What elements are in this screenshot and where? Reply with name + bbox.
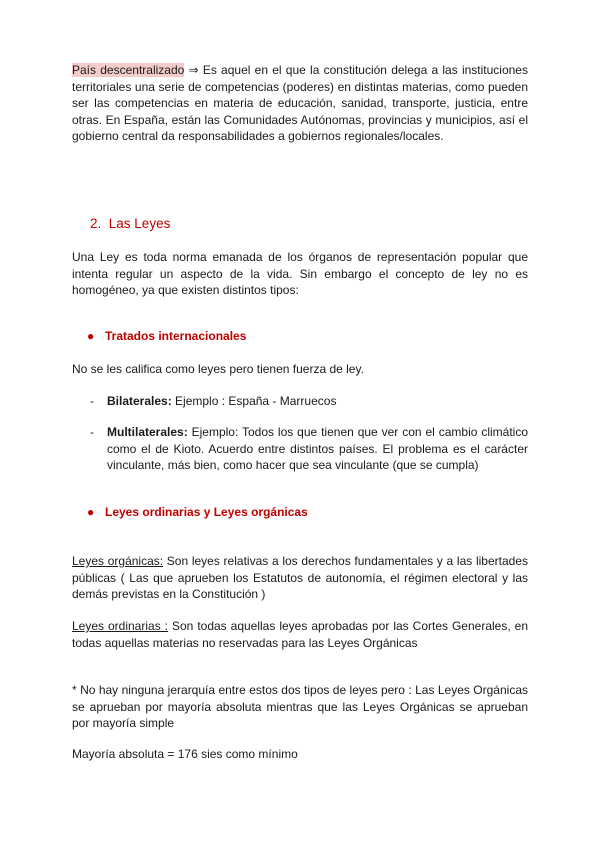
bullet-dot-icon: ● <box>87 505 95 519</box>
paragraph-text: ⇒ Es aquel en el que la constitución delega a las instituciones territoriales una serie de competencias (poderes) en distintas materias, como pueden ser las competencias en materia de educación, sanidad, transporte, justicia, entre otras. En España, están las Comunidades Autónomas, provincias y municipios, así el gobierno central da responsabilidades a gobiernos regionales/locales. <box>72 63 528 143</box>
list-item-text: Ejemplo : España - Marruecos <box>171 394 337 408</box>
bullet-dot-icon: ● <box>87 329 95 343</box>
list-item-bilaterales <box>90 393 528 410</box>
paragraph-tratados: No se les califica como leyes pero tienen fuerza de ley. <box>72 362 364 376</box>
list-item-multilaterales <box>90 424 528 474</box>
paragraph-text: Son todas aquellas leyes aprobadas por las Cortes Generales, en todas aquellas materias no reservadas para las Leyes Orgánicas <box>72 619 528 650</box>
paragraph-text: Son leyes relativas a los derechos fundamentales y a las libertades públicas ( Las que aprueben los Estatutos de autonomía, el régimen electoral y las demás previstas en la Constitución ) <box>72 554 528 601</box>
bullet-heading-tratados <box>87 328 543 345</box>
list-item-text: Ejemplo: Todos los que tienen que ver con el cambio climático como el de Kioto. Acuerdo entre distintos países. El problema es el carácter vinculante, más bien, como hacer que sea vinculante (que se cumpla) <box>107 425 528 472</box>
paragraph-pais-descentralizado <box>72 62 528 145</box>
paragraph-leyes-organicas <box>72 553 528 603</box>
term-leyes-organicas: Leyes orgánicas: <box>72 554 164 568</box>
paragraph-mayoria-absoluta: Mayoría absoluta = 176 sies como mínimo <box>72 747 298 761</box>
paragraph-leyes-ordinarias <box>72 618 528 651</box>
term-pais-descentralizado: País descentralizado <box>72 63 185 77</box>
section-number: 2. <box>90 216 102 231</box>
dash-marker: - <box>90 425 94 439</box>
section-title: Las Leyes <box>108 216 171 231</box>
section-heading-las-leyes <box>90 216 546 233</box>
bullet-heading-leyes <box>87 504 543 521</box>
dash-marker: - <box>90 394 94 408</box>
term-leyes-ordinarias: Leyes ordinarias : <box>72 619 169 633</box>
list-item-label: Bilaterales: <box>107 394 172 408</box>
bullet-title: Leyes ordinarias y Leyes orgánicas <box>105 505 308 519</box>
paragraph-nota-jerarquia: * No hay ninguna jerarquía entre estos dos tipos de leyes pero : Las Leyes Orgánicas se aprueban por mayoría absoluta mientras que las Leyes Orgánicas se aprueban por mayoría simple <box>72 683 528 730</box>
paragraph-definicion-ley: Una Ley es toda norma emanada de los órganos de representación popular que intenta regular un aspecto de la vida. Sin embargo el concepto de ley no es homogéneo, ya que existen distintos tipos: <box>72 250 528 297</box>
list-item-label: Multilaterales: <box>107 425 188 439</box>
bullet-title: Tratados internacionales <box>105 329 247 343</box>
